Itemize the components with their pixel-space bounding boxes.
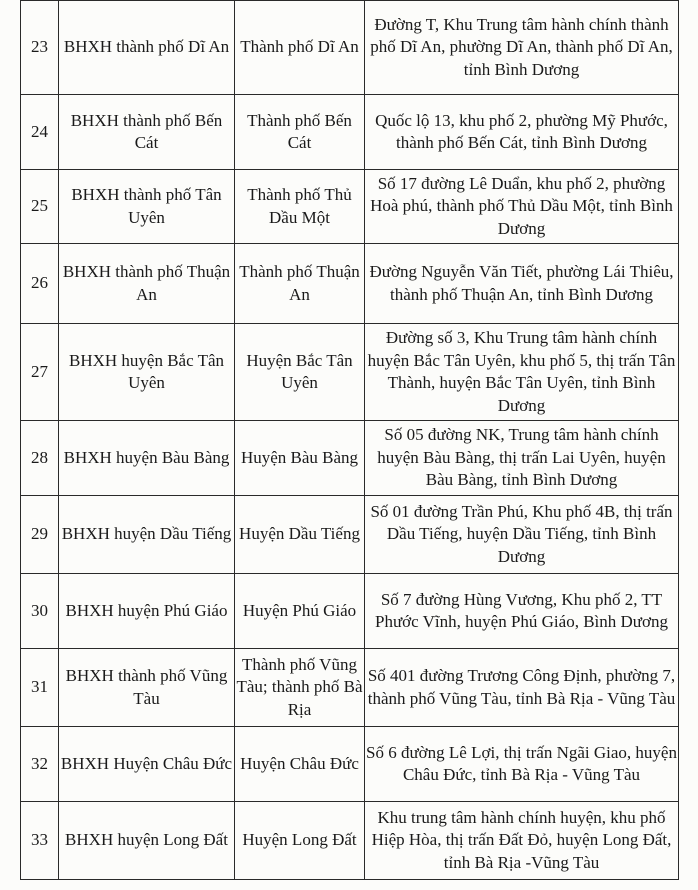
office-name: BHXH thành phố Dĩ An: [59, 1, 235, 95]
office-name: BHXH thành phố Bến Cát: [59, 95, 235, 170]
service-area: Huyện Phú Giáo: [235, 574, 365, 649]
office-address: Số 17 đường Lê Duẩn, khu phố 2, phường Hoà phú, thành phố Thủ Dầu Một, tỉnh Bình Dương: [365, 170, 679, 244]
office-address: Số 6 đường Lê Lợi, thị trấn Ngãi Giao, huyện Châu Đức, tỉnh Bà Rịa - Vũng Tàu: [365, 727, 679, 802]
table-row: [21, 649, 679, 727]
row-number: 27: [21, 324, 59, 421]
office-address: Đường T, Khu Trung tâm hành chính thành phố Dĩ An, phường Dĩ An, thành phố Dĩ An, tỉnh Bình Dương: [365, 1, 679, 95]
office-name: BHXH thành phố Vũng Tàu: [59, 649, 235, 727]
office-name: BHXH huyện Phú Giáo: [59, 574, 235, 649]
office-name: BHXH Huyện Châu Đức: [59, 727, 235, 802]
service-area: Huyện Long Đất: [235, 802, 365, 880]
office-name: BHXH huyện Bàu Bàng: [59, 421, 235, 496]
row-number: 29: [21, 496, 59, 574]
row-number: 26: [21, 244, 59, 324]
table-row: [21, 324, 679, 421]
service-area: Thành phố Thuận An: [235, 244, 365, 324]
row-number: 25: [21, 170, 59, 244]
office-address: Số 01 đường Trần Phú, Khu phố 4B, thị trấn Dầu Tiếng, huyện Dầu Tiếng, tỉnh Bình Dương: [365, 496, 679, 574]
table-row: [21, 95, 679, 170]
service-area: Huyện Dầu Tiếng: [235, 496, 365, 574]
row-number: 31: [21, 649, 59, 727]
office-name: BHXH huyện Dầu Tiếng: [59, 496, 235, 574]
office-table: [20, 0, 679, 880]
row-number: 32: [21, 727, 59, 802]
table-row: [21, 244, 679, 324]
row-number: 24: [21, 95, 59, 170]
office-name: BHXH huyện Long Đất: [59, 802, 235, 880]
service-area: Huyện Bắc Tân Uyên: [235, 324, 365, 421]
office-address: Số 05 đường NK, Trung tâm hành chính huyện Bàu Bàng, thị trấn Lai Uyên, huyện Bàu Bàng, tỉnh Bình Dương: [365, 421, 679, 496]
service-area: Thành phố Vũng Tàu; thành phố Bà Rịa: [235, 649, 365, 727]
table-row: [21, 1, 679, 95]
table-row: [21, 574, 679, 649]
service-area: Huyện Bàu Bàng: [235, 421, 365, 496]
service-area: Thành phố Thủ Dầu Một: [235, 170, 365, 244]
service-area: Huyện Châu Đức: [235, 727, 365, 802]
office-name: BHXH thành phố Thuận An: [59, 244, 235, 324]
table-row: [21, 802, 679, 880]
row-number: 33: [21, 802, 59, 880]
office-name: BHXH huyện Bắc Tân Uyên: [59, 324, 235, 421]
office-name: BHXH thành phố Tân Uyên: [59, 170, 235, 244]
service-area: Thành phố Dĩ An: [235, 1, 365, 95]
row-number: 30: [21, 574, 59, 649]
office-address: Số 7 đường Hùng Vương, Khu phố 2, TT Phước Vĩnh, huyện Phú Giáo, Bình Dương: [365, 574, 679, 649]
office-address: Đường số 3, Khu Trung tâm hành chính huyện Bắc Tân Uyên, khu phố 5, thị trấn Tân Thành, huyện Bắc Tân Uyên, tỉnh Bình Dương: [365, 324, 679, 421]
office-address: Khu trung tâm hành chính huyện, khu phố Hiệp Hòa, thị trấn Đất Đỏ, huyện Long Đất, tỉnh Bà Rịa -Vũng Tàu: [365, 802, 679, 880]
service-area: Thành phố Bến Cát: [235, 95, 365, 170]
office-address: Quốc lộ 13, khu phố 2, phường Mỹ Phước, thành phố Bến Cát, tỉnh Bình Dương: [365, 95, 679, 170]
table-row: [21, 170, 679, 244]
table-row: [21, 727, 679, 802]
table-row: [21, 421, 679, 496]
office-address: Đường Nguyễn Văn Tiết, phường Lái Thiêu, thành phố Thuận An, tỉnh Bình Dương: [365, 244, 679, 324]
row-number: 23: [21, 1, 59, 95]
table-row: [21, 496, 679, 574]
office-address: Số 401 đường Trương Công Định, phường 7, thành phố Vũng Tàu, tỉnh Bà Rịa - Vũng Tàu: [365, 649, 679, 727]
row-number: 28: [21, 421, 59, 496]
